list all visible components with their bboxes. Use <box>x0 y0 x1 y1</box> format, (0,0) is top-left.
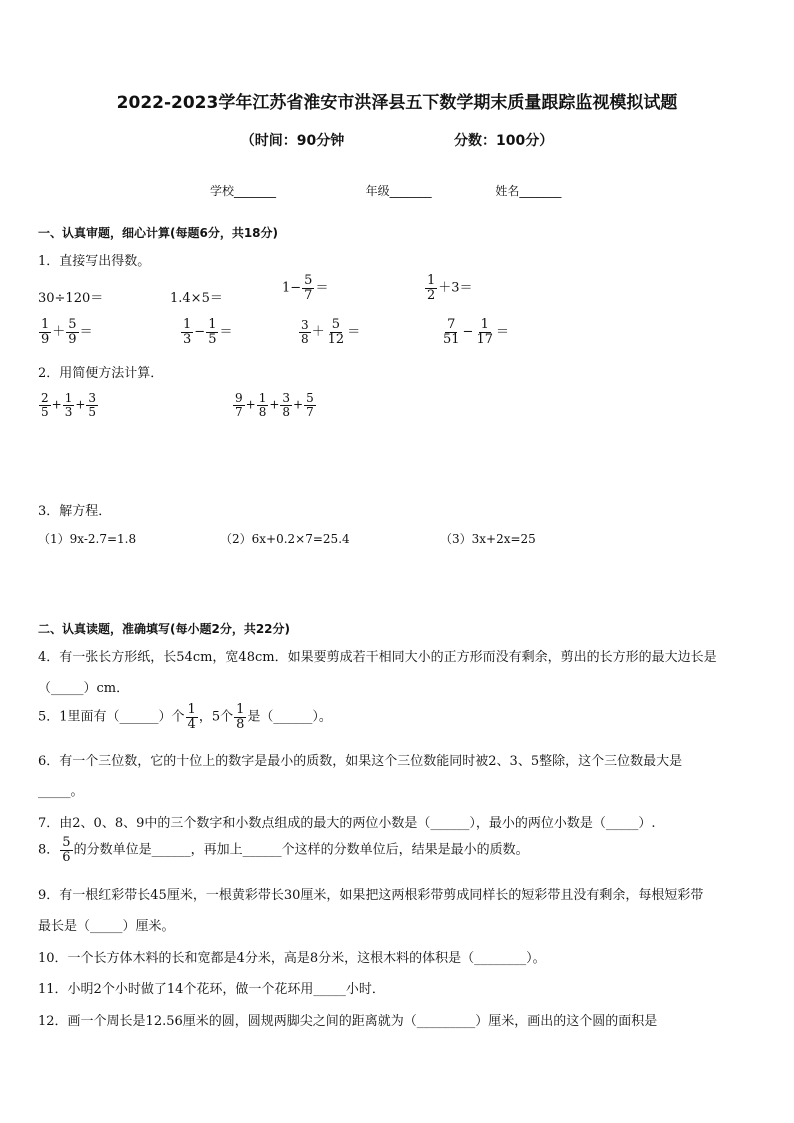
q3-equation-2: （2）6x+0.2×7=25.4 <box>220 532 350 546</box>
q1-expr-7: $\frac{3}{8}$ ＋ $\frac{5}{12}$ ＝ <box>301 317 361 347</box>
q6-line-2: _____。 <box>38 784 84 799</box>
q3-equation-1: （1）9x-2.7=1.8 <box>38 532 137 546</box>
q9-line-1: 9．有一根红彩带长45厘米，一根黄彩带长30厘米，如果把这两根彩带剪成同样长的短彩带且没有剩余，每根短彩带 <box>38 888 704 903</box>
school-field[interactable]: 学校_______ <box>210 184 277 198</box>
q4-line-1: 4．有一张长方形纸，长54cm，宽48cm．如果要剪成若干相同大小的正方形而没有剩余，剪出的长方形的最大边长是 <box>38 650 717 665</box>
student-info <box>210 182 561 199</box>
q11: 11．小明2个小时做了14个花环，做一个花环用_____小时． <box>38 982 385 997</box>
q10: 10．一个长方体木料的长和宽都是4分米，高是8分米，这根木料的体积是（________）。 <box>38 951 546 966</box>
q1-expr-2: 1.4×5＝ <box>170 291 223 306</box>
q7: 7．由2、0、8、9中的三个数字和小数点组成的最大的两位小数是（______），最小的两位小数是（_____）. <box>38 816 656 831</box>
q8: 8． $\frac{5}{6}$ 的分数单位是______，再加上______个这样的分数单位后，结果是最小的质数。 <box>38 835 529 865</box>
q1-expr-8: $\frac{7}{51}$ − $\frac{1}{17}$ ＝ <box>443 317 510 347</box>
q1-expr-6: $\frac{1}{3}$ − $\frac{1}{5}$ ＝ <box>183 317 233 347</box>
q4-line-2: （_____）cm． <box>38 681 130 696</box>
q3-label: 3．解方程． <box>38 504 112 519</box>
q5: 5．1里面有（______）个 $\frac{1}{4}$ ，5个 $\frac{1}{8}$ 是（______）。 <box>38 702 332 732</box>
q1-label: 1．直接写出得数。 <box>38 254 151 269</box>
q6-line-1: 6．有一个三位数，它的十位上的数字是最小的质数，如果这个三位数能同时被2、3、5整除，这个三位数最大是 <box>38 754 683 769</box>
page-title: 2022-2023学年江苏省淮安市洪泽县五下数学期末质量跟踪监视模拟试题 <box>116 93 678 113</box>
q2-label: 2．用简便方法计算． <box>38 366 164 381</box>
q1-expr-4: $\frac{1}{2}$ ＋3＝ <box>427 273 473 303</box>
time-limit: （时间：90分钟 <box>240 133 345 149</box>
q1-expr-5: $\frac{1}{9}$ ＋ $\frac{5}{9}$ ＝ <box>41 317 93 347</box>
q1-expr-3: 1− $\frac{5}{7}$ ＝ <box>282 273 329 303</box>
section-1-heading: 一、认真审题，细心计算(每题6分，共18分) <box>38 226 279 240</box>
section-2-heading: 二、认真读题，准确填写(每小题2分，共22分) <box>38 622 291 636</box>
q1-expr-1: 30÷120＝ <box>38 291 104 306</box>
grade-field[interactable]: 年级_______ <box>365 184 432 198</box>
name-field[interactable]: 姓名_______ <box>495 184 562 198</box>
exam-meta <box>0 130 794 150</box>
q9-line-2: 最长是（_____）厘米。 <box>38 919 175 934</box>
q3-equation-3: （3）3x+2x=25 <box>440 532 536 546</box>
total-score: 分数：100分） <box>454 133 554 149</box>
q12: 12．画一个周长是12.56厘米的圆，圆规两脚尖之间的距离就为（_________）厘米，画出的这个圆的面积是 <box>38 1014 658 1029</box>
q2-expr-b: $\frac{9}{7}$ + $\frac{1}{8}$ + $\frac{3}{8}$ + $\frac{5}{7}$ <box>235 391 314 419</box>
q2-expr-a: $\frac{2}{5}$ + $\frac{1}{3}$ + $\frac{3}{5}$ <box>41 391 97 419</box>
